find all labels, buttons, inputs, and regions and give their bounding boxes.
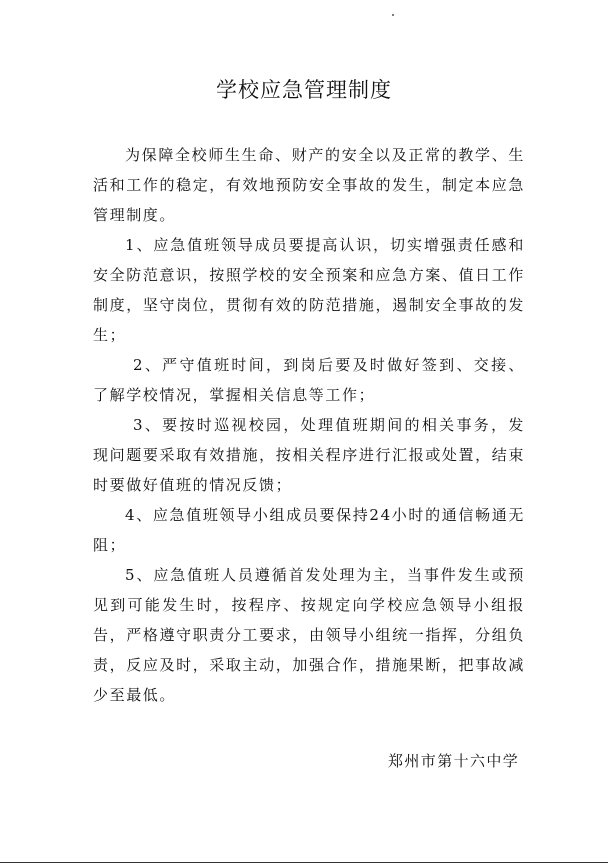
- rule-3-paragraph: 3、要按时巡视校园，处理值班期间的相关事务，发现问题要采取有效措施，按相关程序进行汇报或处置，结束时要做好值班的情况反馈；: [93, 416, 525, 494]
- rule-5-paragraph: 5、应急值班人员遵循首发处理为主，当事件发生或预见到可能发生时，按程序、按规定向学校应急领导小组报告，严格遵守职责分工要求，由领导小组统一指挥，分组负责，反应及时，采取主动，加强合作，措施果断，把事故减少至最低。: [93, 566, 525, 704]
- document-title: 学校应急管理制度: [216, 78, 392, 102]
- signature: 郑州市第十六中学: [388, 752, 520, 770]
- rule-2-paragraph: 2、严守值班时间，到岗后要及时做好签到、交接、了解学校情况，掌握相关信息等工作；: [93, 356, 525, 404]
- scan-speck: [392, 14, 394, 16]
- bottom-divider: [0, 862, 608, 863]
- document-body: [93, 140, 525, 710]
- rule-1-paragraph: 1、应急值班领导成员要提高认识，切实增强责任感和安全防范意识，按照学校的安全预案和应急方案、值日工作制度，坚守岗位，贯彻有效的防范措施，遏制安全事故的发生；: [93, 236, 525, 344]
- rule-4-paragraph: 4、应急值班领导小组成员要保持24小时的通信畅通无阻；: [93, 506, 525, 554]
- intro-paragraph: 为保障全校师生生命、财产的安全以及正常的教学、生活和工作的稳定，有效地预防安全事故的发生，制定本应急管理制度。: [93, 146, 525, 224]
